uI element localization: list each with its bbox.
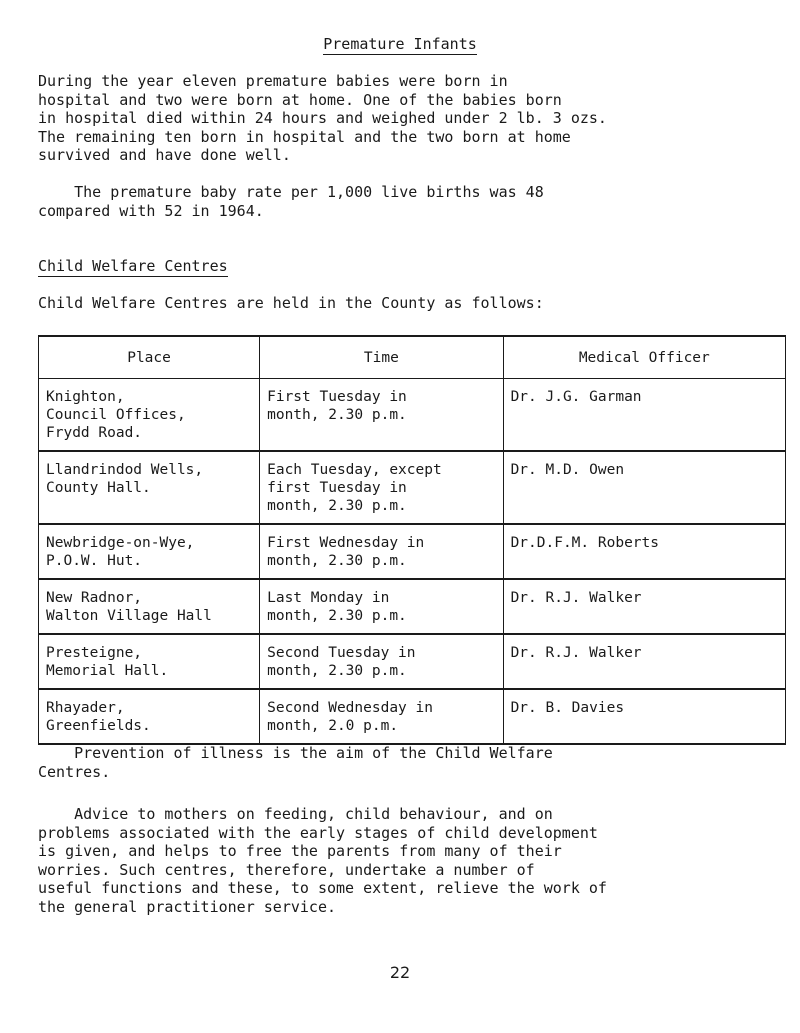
- cell-place: Newbridge-on-Wye, P.O.W. Hut.: [39, 524, 260, 579]
- table-row: [39, 379, 786, 452]
- table-row: [39, 579, 786, 634]
- cell-time: Second Tuesday in month, 2.30 p.m.: [260, 634, 503, 689]
- prevention-paragraph: Prevention of illness is the aim of the Child Welfare Centres.: [38, 744, 553, 781]
- column-header-medical-officer: Medical Officer: [503, 336, 785, 379]
- section-heading-text: Child Welfare Centres: [38, 257, 228, 275]
- cell-place: Knighton, Council Offices, Frydd Road.: [39, 379, 260, 452]
- cell-medical-officer: Dr. M.D. Owen: [503, 451, 785, 524]
- cell-place: Llandrindod Wells, County Hall.: [39, 451, 260, 524]
- table-row: [39, 634, 786, 689]
- page-title: [0, 35, 800, 53]
- section-heading: [38, 257, 228, 275]
- column-header-place: Place: [39, 336, 260, 379]
- page-number: 22: [389, 963, 411, 982]
- cell-time: Second Wednesday in month, 2.0 p.m.: [260, 689, 503, 744]
- cell-medical-officer: Dr. J.G. Garman: [503, 379, 785, 452]
- premature-paragraph-2: The premature baby rate per 1,000 live births was 48 compared with 52 in 1964.: [38, 183, 544, 220]
- premature-paragraph-1: During the year eleven premature babies were born in hospital and two were born at home. One of the babies born in hospital died within 24 hours and weighed under 2 lb. 3 ozs. The remaining ten born in hospital and the two born at home survived and have done well.: [38, 72, 607, 164]
- cell-place: Presteigne, Memorial Hall.: [39, 634, 260, 689]
- cell-medical-officer: Dr.D.F.M. Roberts: [503, 524, 785, 579]
- cell-time: Each Tuesday, except first Tuesday in month, 2.30 p.m.: [260, 451, 503, 524]
- cell-medical-officer: Dr. B. Davies: [503, 689, 785, 744]
- cell-place: New Radnor, Walton Village Hall: [39, 579, 260, 634]
- table-row: [39, 689, 786, 744]
- cell-place: Rhayader, Greenfields.: [39, 689, 260, 744]
- cell-medical-officer: Dr. R.J. Walker: [503, 634, 785, 689]
- cell-time: Last Monday in month, 2.30 p.m.: [260, 579, 503, 634]
- column-header-time: Time: [260, 336, 503, 379]
- table-header-row: [39, 336, 786, 379]
- advice-paragraph: Advice to mothers on feeding, child behaviour, and on problems associated with the early stages of child development is given, and helps to free the parents from many of their worries. Such centres, therefore, undertake a number of useful functions and these, to some extent, relieve the work of the general practitioner service.: [38, 805, 607, 916]
- welfare-intro-paragraph: Child Welfare Centres are held in the County as follows:: [38, 294, 544, 312]
- child-welfare-centres-table: [38, 335, 786, 745]
- table-row: [39, 451, 786, 524]
- cell-medical-officer: Dr. R.J. Walker: [503, 579, 785, 634]
- cell-time: First Tuesday in month, 2.30 p.m.: [260, 379, 503, 452]
- table-row: [39, 524, 786, 579]
- page-title-text: Premature Infants: [323, 35, 477, 53]
- cell-time: First Wednesday in month, 2.30 p.m.: [260, 524, 503, 579]
